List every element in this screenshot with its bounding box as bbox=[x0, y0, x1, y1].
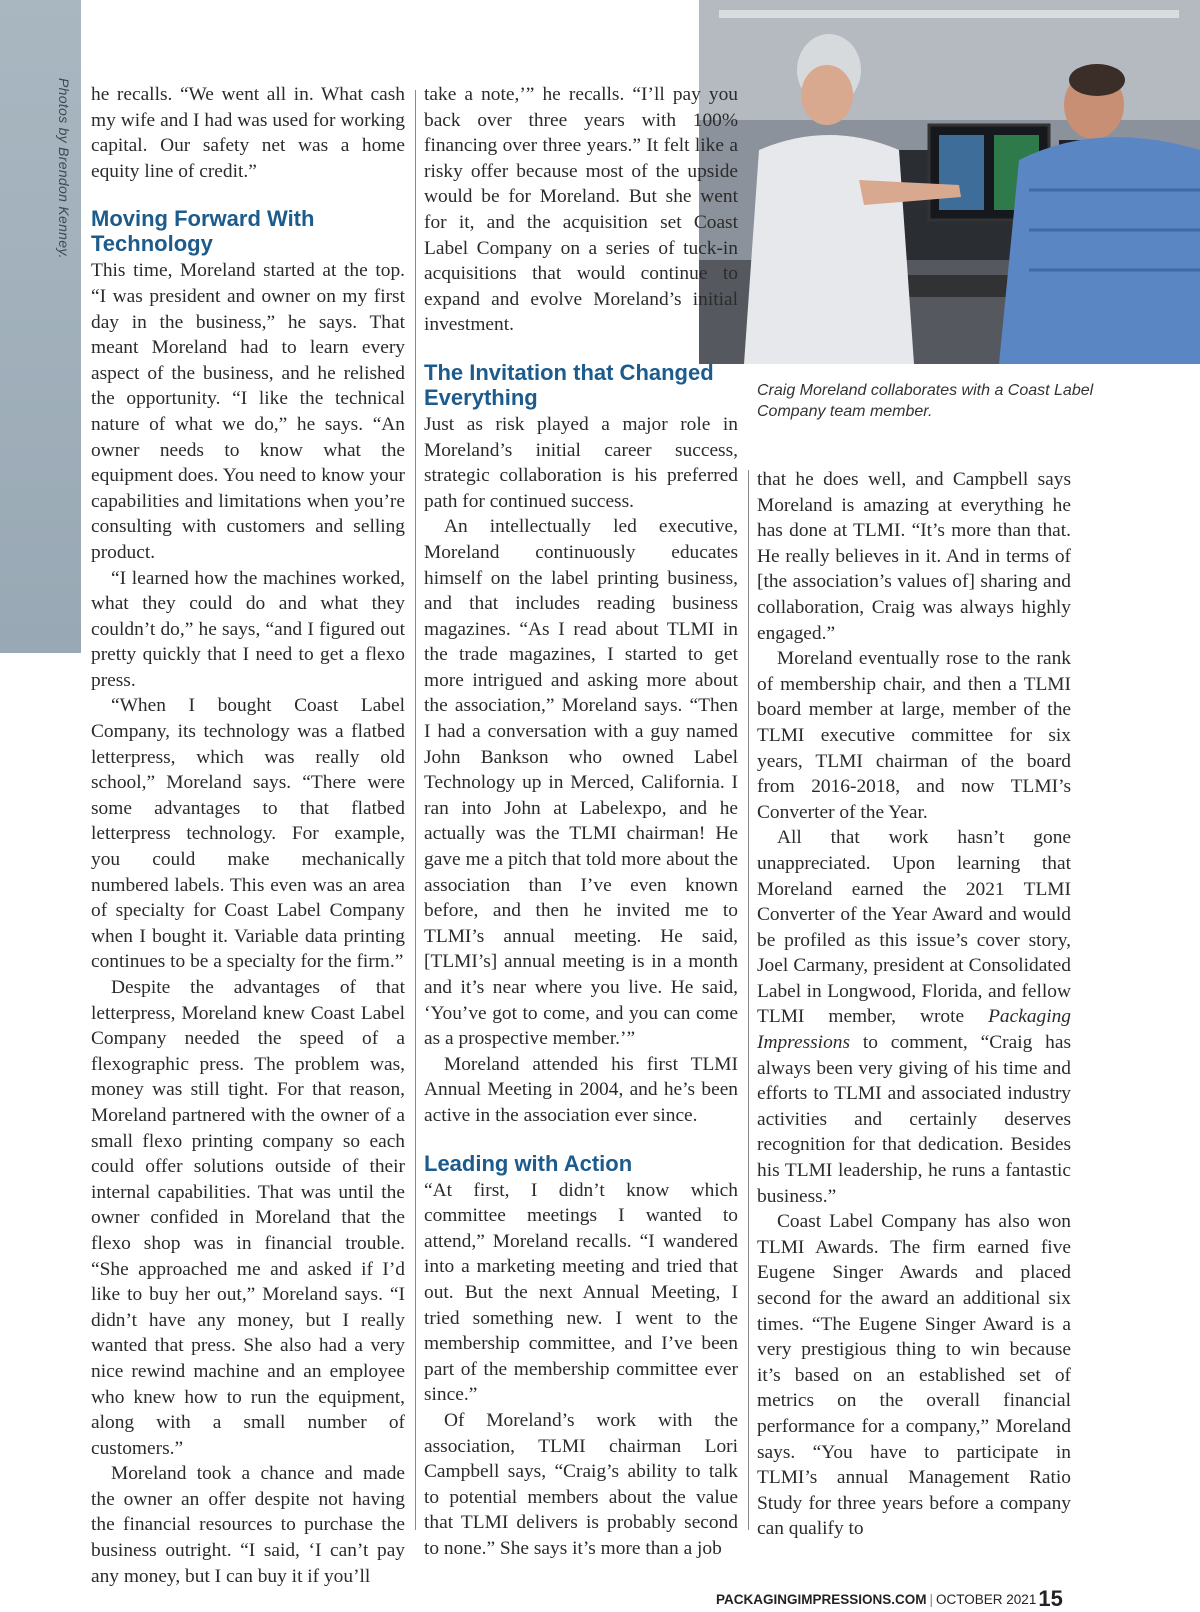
section-heading: Leading with Action bbox=[424, 1150, 633, 1176]
paragraph: Coast Label Company has also won TLMI Awards. The firm earned five Eugene Singer Awards and placed second for the award an additional six times. “The Eugene Singer Award is a very prestigious thing to win because it’s based on an established set of metrics on the overall financial performance for a company,” Moreland says. “You have to participate in TLMI’s annual Management Ratio Study for three years before a company can qualify to bbox=[757, 1211, 1071, 1540]
paragraph: he recalls. “We went all in. What cash my wife and I had was used for working capital. Our safety net was a home equity line of credit.” bbox=[91, 84, 405, 182]
paragraph: “I learned how the machines worked, what they could do and what they couldn’t do,” he says, “and I figured out pretty quickly that I need to get a flexo press. bbox=[91, 567, 405, 691]
paragraph: take a note,’” he recalls. “I’ll pay you back over three years with 100% financing over three years.” It felt like a risky offer because most of the upside would be for Moreland. But she went for it, and the acquisition set Coast Label Company on a series of tuck-in acquisitions that would continue to expand and evolve Moreland’s initial investment. bbox=[424, 84, 738, 336]
paragraph: Moreland took a chance and made the owner an offer despite not having the financial resources to purchase the business outright. “I said, ‘I can’t pay any money, but I can buy it if you’ll bbox=[91, 1463, 405, 1587]
column-1 bbox=[91, 82, 405, 1589]
photo-caption: Craig Moreland collaborates with a Coast Label Company team member. bbox=[757, 382, 1094, 420]
section-heading: Moving Forward With Technology bbox=[91, 206, 315, 257]
column-2 bbox=[424, 82, 738, 1561]
paragraph: “When I bought Coast Label Company, its technology was a flatbed letterpress, which was really old school,” Moreland says. “There were some advantages to that flatbed letterpress technology. For example, you could make mechanically numbered labels. This even was an area of specialty for Coast Label Company when I bought it. Variable data printing continues to be a specialty for the firm.” bbox=[91, 695, 405, 973]
paragraph bbox=[757, 825, 1071, 1209]
page-footer bbox=[716, 1586, 1063, 1612]
paragraph: An intellectually led executive, Moreland continuously educates himself on the label printing business, and that includes reading business magazines. “As I read about TLMI in the trade magazines, I started to get more intrigued and asking more about the association,” Moreland says. “Then I had a conversation with a guy named John Bankson who owned Label Technology up in Merced, California. I ran into John at Labelexpo, and he actually was the TLMI chairman! He gave me a pitch that told more about the association than I’ve even known before, and then he invited me to TLMI’s annual meeting. He said, [TLMI’s] annual meeting is in a month and it’s near where you live. He said, ‘You’ve got to come, and you can come as a prospective member.’” bbox=[424, 516, 738, 1050]
footer-issue: OCTOBER 2021 bbox=[936, 1592, 1037, 1607]
page-number: 15 bbox=[1038, 1586, 1063, 1611]
text-run: to comment, “Craig has always been very giving of his time and efforts to TLMI and associated industry activities and certainly deserves recognition for that dedication. Besides his TLMI leadership, he runs a fantastic business.” bbox=[757, 1032, 1071, 1207]
paragraph: “At first, I didn’t know which committee meetings I wanted to attend,” Moreland recalls. “I wandered into a marketing meeting and tried that out. But the next Annual Meeting, I tried something new. I went to the membership committee, and I’ve been part of the membership committee ever since.” bbox=[424, 1179, 738, 1406]
paragraph: that he does well, and Campbell says Moreland is amazing at everything he has done at TLMI. “It’s more than that. He really believes in it. And in terms of [the association’s values of] sharing and collaboration, Craig was always highly engaged.” bbox=[757, 469, 1071, 644]
paragraph: Just as risk played a major role in Moreland’s initial career success, strategic collaboration is his preferred path for continued success. bbox=[424, 413, 738, 512]
paragraph: This time, Moreland started at the top. “I was president and owner on my first day in the business,” he says. That meant Moreland had to learn every aspect of the business, and he relished the opportunity. “I like the technical nature of what we do,” he says. “An owner needs to know what the equipment does. You need to know your capabilities and limitations when you’re consulting with customers and selling product. bbox=[91, 260, 405, 563]
photo-illustration bbox=[699, 0, 1200, 364]
magazine-title: Packaging Impressions bbox=[757, 1006, 1071, 1054]
photo-credit: Photos by Brendon Kenney. bbox=[56, 78, 72, 259]
column-rule-1 bbox=[415, 90, 416, 1530]
column-3 bbox=[757, 467, 1071, 1542]
column-rule-2 bbox=[748, 470, 749, 1530]
paragraph: Of Moreland’s work with the association, TLMI chairman Lori Campbell says, “Craig’s ability to talk to potential members about the value that TLMI delivers is probably second to none.” She says it’s more than a job bbox=[424, 1409, 738, 1559]
text-run: All that work hasn’t gone unappreciated. Upon learning that Moreland earned the 2021 TLMI Converter of the Year Award and would be profiled as this issue’s cover story, Joel Carmany, president at Consolidated Label in Longwood, Florida, and fellow TLMI member, wrote bbox=[757, 827, 1071, 1028]
footer-site: PACKAGINGIMPRESSIONS.COM bbox=[716, 1592, 927, 1607]
paragraph: Despite the advantages of that letterpress, Moreland knew Coast Label Company needed the speed of a flexographic press. The problem was, money was still tight. For that reason, Moreland partnered with the owner of a small flexo printing company so each could offer solutions outside of their internal capabilities. That was until the owner confided in Moreland that the flexo shop was in financial trouble. “She approached me and asked if I’d like to buy her out,” Moreland says. “I didn’t have any money, but I really wanted that press. She also had a very nice rewind machine and an employee who knew how to run the equipment, along with a small number of customers.” bbox=[91, 977, 405, 1459]
paragraph: Moreland attended his first TLMI Annual Meeting in 2004, and he’s been active in the association ever since. bbox=[424, 1053, 738, 1126]
article-photo bbox=[699, 0, 1200, 364]
footer-separator: | bbox=[929, 1592, 934, 1607]
section-heading: The Invitation that Changed Everything bbox=[424, 359, 714, 410]
paragraph: Moreland eventually rose to the rank of membership chair, and then a TLMI board member at large, member of the TLMI executive committee for six years, TLMI chairman of the board from 2016-2018, and now TLMI’s Converter of the Year. bbox=[757, 648, 1071, 823]
